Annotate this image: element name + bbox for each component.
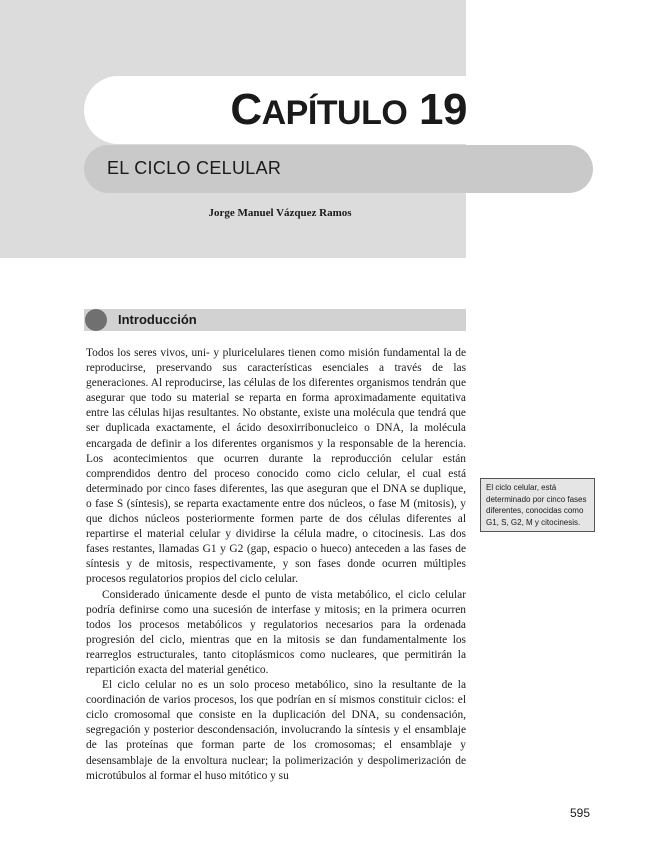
paragraph-1: Todos los seres vivos, uni- y pluricelulares tienen como misión fundamental la de reproducirse, preservando sus características esenciales a través de las generaciones. Al reproducirse, las células de los diferentes organismos tendrán que asegurar que todo su material se reparta en forma aproximadamente equitativa entre las células hijas resultantes. No obstante, existe una molécula que tendrá que ser duplicada exactamente, el ácido desoxirribonucleico o DNA, la molécula encargada de definir a los diferentes organismos y la responsable de la herencia. Los acontecimientos que ocurren durante la reproducción celular están comprendidos dentro del proceso conocido como ciclo celular, el cual está determinado por cinco fases diferentes, las que aseguran que el DNA se duplique, o fase S (síntesis), se reparta exactamente entre dos núcleos, o fase M (mitosis), y que dichos núcleos posteriormente formen parte de dos células diferentes al repartirse el material celular y dividirse la célula madre, o citocinesis. Las dos fases restantes, llamadas G1 y G2 (gap, espacio o hueco) anteceden a las fases de síntesis y de mitosis, respectivamente, y son fases donde ocurren múltiples procesos regulatorios propios del ciclo celular. [86, 347, 466, 586]
chapter-number: 19 [419, 85, 467, 134]
chapter-title [230, 86, 467, 137]
section-bullet-icon [85, 309, 107, 331]
chapter-subtitle: EL CICLO CELULAR [107, 158, 282, 178]
paragraph-2: Considerado únicamente desde el punto de vista metabólico, el ciclo celular podría definirse como una sucesión de interfase y mitosis; en la primera ocurren todos los procesos metabólicos y regulatorios necesarios para la ordenada progresión del ciclo, mientras que en la mitosis se dan fundamentalmente los rearreglos estructurales, tanto citoplásmicos como nucleares, que permitirán la repartición exacta del material genético. [86, 588, 466, 676]
author-name: Jorge Manuel Vázquez Ramos [208, 207, 352, 219]
margin-note: El ciclo celular, está determinado por cinco fases diferentes, conocidas como G1, S, G2, M y citocinesis. [480, 478, 595, 532]
paragraph-3: El ciclo celular no es un solo proceso metabólico, sino la resultante de la coordinación de varios procesos, los que podrían en sí mismos constituir ciclos: el ciclo cromosomal que consiste en la duplicación del DNA, su condensación, segregación y posterior descondensación, involucrando la síntesis y el ensamblaje de las proteínas que forman parte de los cromosomas; el ensamblaje y desensamblaje de la envoltura nuclear; la polimerización y despolimerización de microtúbulos al formar el huso mitótico y su [86, 679, 466, 782]
chapter-title-word: APÍTULO [261, 94, 408, 132]
page-number: 595 [570, 806, 591, 820]
section-heading: Introducción [118, 312, 197, 327]
body-text [86, 346, 466, 784]
chapter-title-initial: C [230, 85, 262, 134]
